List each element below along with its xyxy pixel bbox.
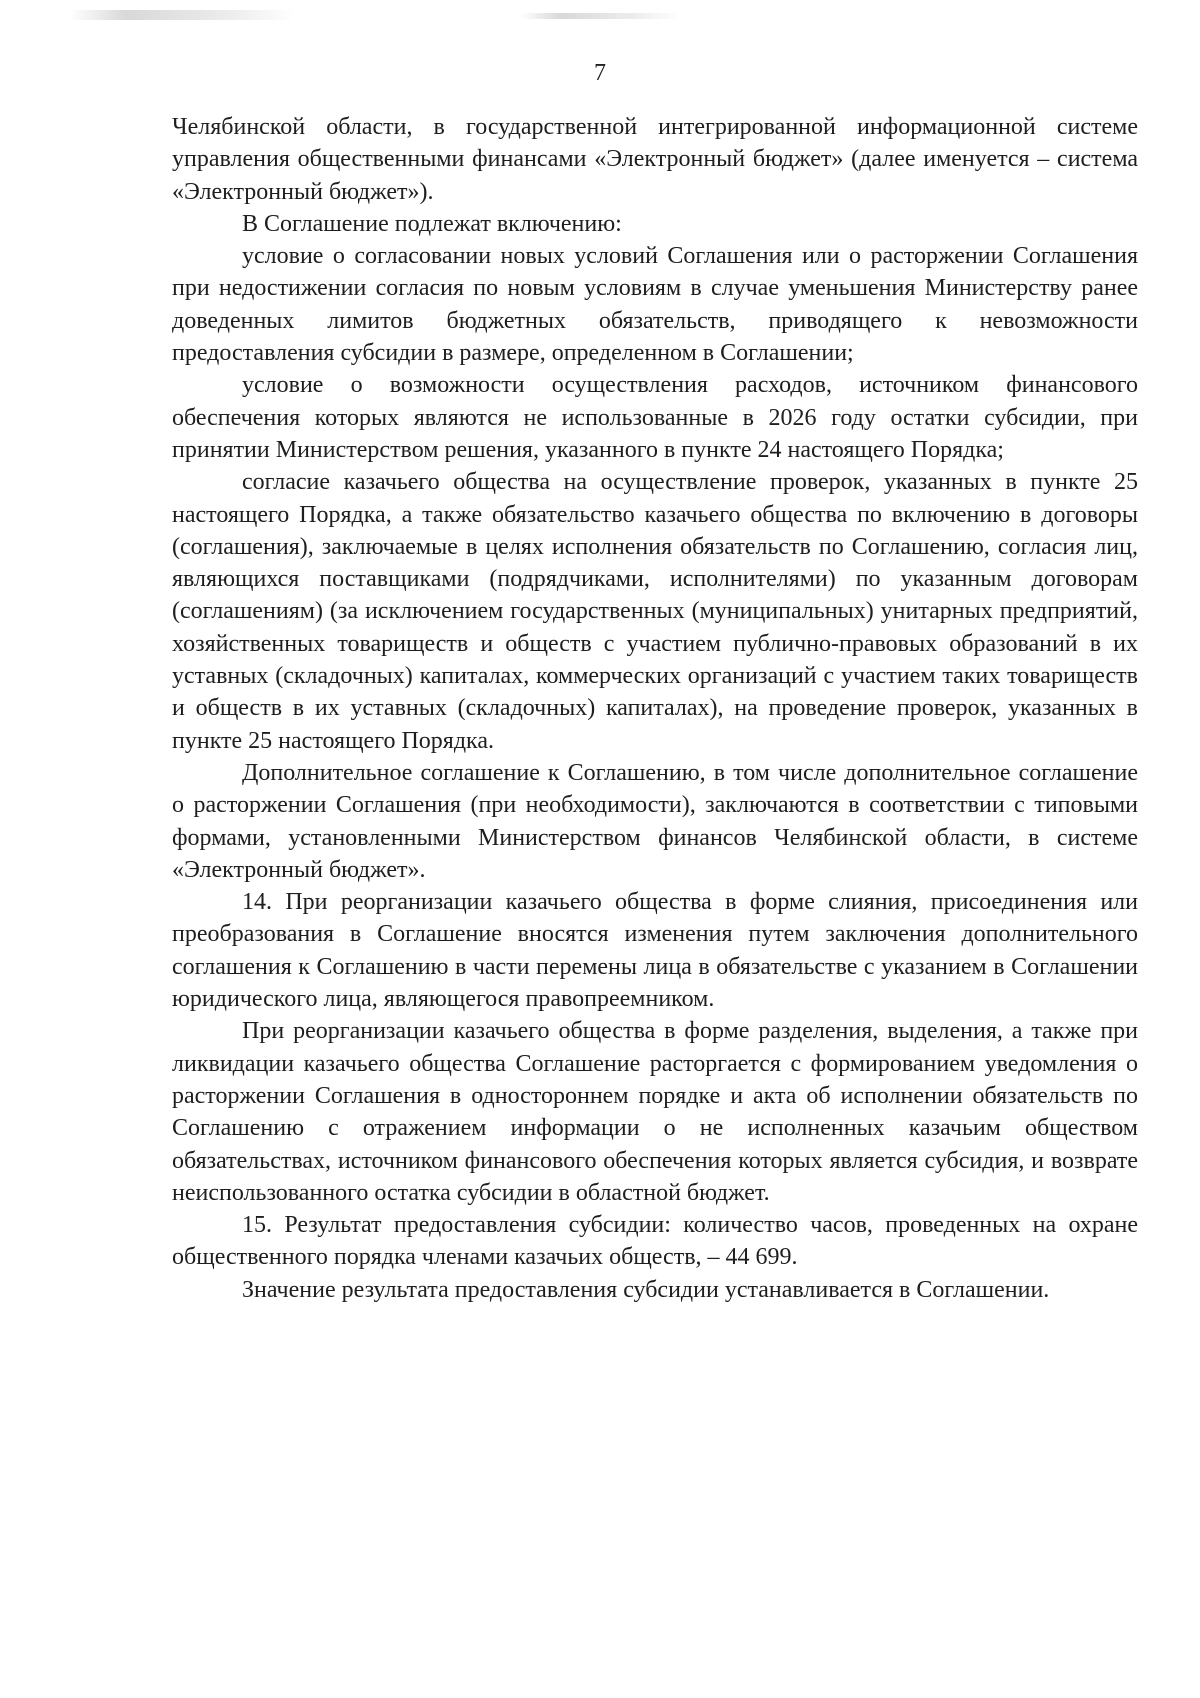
paragraph-continuation: Челябинской области, в государственной интегрированной информационной системе управления общественными финансами «Электронный бюджет» (далее именуется – система «Электронный бюджет»). xyxy=(172,114,1138,205)
scan-artifact xyxy=(70,10,295,20)
paragraph-reorganization-termination: При реорганизации казачьего общества в форме разделения, выделения, а также при ликвидации казачьего общества Соглашение расторгается с формированием уведомления о расторжении Соглашения в одностороннем порядке и акта об исполнении обязательств по Соглашению с отражением информации о не исполненных казачьим обществом обязательствах, источником финансового обеспечения которых является субсидия, и возврате неиспользованного остатка субсидии в областной бюджет. xyxy=(172,1018,1138,1206)
paragraph-condition-remainders: условие о возможности осуществления расходов, источником финансового обеспечения которых являются не использованные в 2026 году остатки субсидии, при принятии Министерством решения, указанного в пункте 24 настоящего Порядка; xyxy=(172,372,1138,463)
paragraph-agreement-includes: В Соглашение подлежат включению: xyxy=(242,210,622,237)
paragraph-condition-limits: условие о согласовании новых условий Соглашения или о расторжении Соглашения при недостижении согласия по новым условиям в случае уменьшения Министерству ранее доведенных лимитов бюджетных обязательств, приводящего к невозможности предоставления субсидии в размере, определенном в Соглашении; xyxy=(172,243,1138,367)
paragraph-result-value: Значение результата предоставления субсидии устанавливается в Соглашении. xyxy=(242,1276,1050,1303)
page-number: 7 xyxy=(594,60,606,86)
paragraph-additional-agreement: Дополнительное соглашение к Соглашению, в том числе дополнительное соглашение о расторжении Соглашения (при необходимости), заключаются в соответствии с типовыми формами, установленными Министерством финансов Челябинской области, в системе «Электронный бюджет». xyxy=(172,759,1138,883)
paragraph-consent-inspections: согласие казачьего общества на осуществление проверок, указанных в пункте 25 настоящего Порядка, а также обязательство казачьего общества по включению в договоры (соглашения), заключаемые в целях исполнения обязательств по Соглашению, согласия лиц, являющихся поставщиками (подрядчиками, исполнителями) по указанным договорам (соглашениям) (за исключением государственных (муниципальных) унитарных предприятий, хозяйственных товариществ и обществ с участием публично-правовых образований в их уставных (складочных) капиталах, коммерческих организаций с участием таких товариществ и обществ в их уставных (складочных) капиталах), на проведение проверок, указанных в пункте 25 настоящего Порядка. xyxy=(172,469,1138,754)
paragraph-item-14: 14. При реорганизации казачьего общества в форме слияния, присоединения или преобразования в Соглашение вносятся изменения путем заключения дополнительного соглашения к Соглашению в части перемены лица в обязательстве с указанием в Соглашении юридического лица, являющегося правопреемником. xyxy=(172,889,1138,1013)
document-body xyxy=(172,111,1138,1306)
paragraph-item-15: 15. Результат предоставления субсидии: количество часов, проведенных на охране общественного порядка членами казачьих обществ, – 44 699. xyxy=(172,1212,1138,1271)
scan-artifact xyxy=(520,13,680,19)
